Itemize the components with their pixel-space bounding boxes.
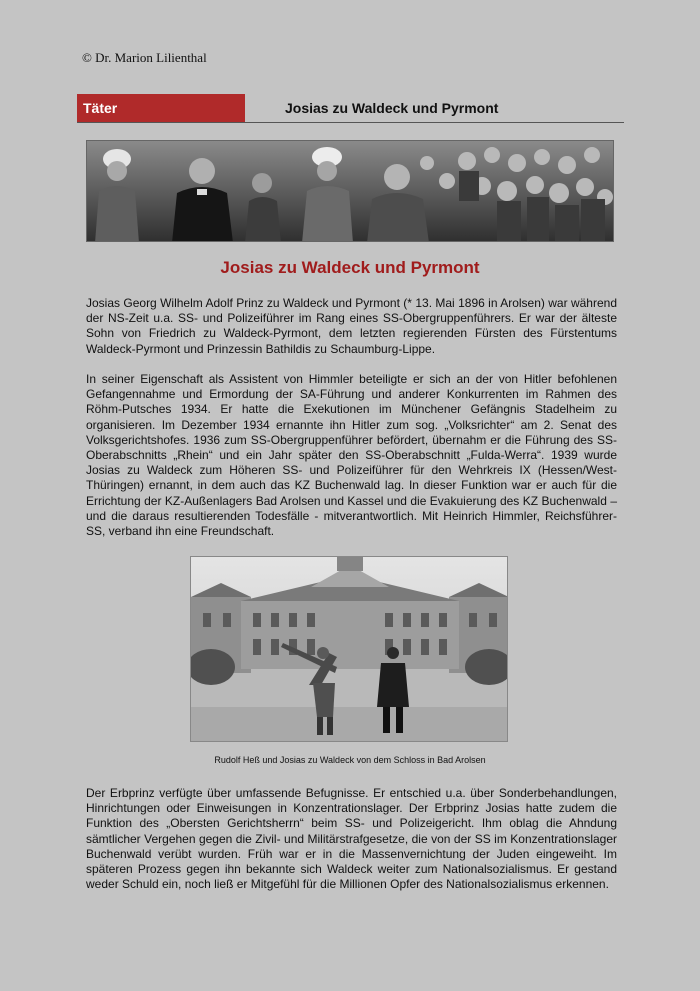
paragraph-intro: Josias Georg Wilhelm Adolf Prinz zu Waldeck und Pyrmont (* 13. Mai 1896 in Arolsen) war während der NS-Zeit u.a. SS- und Polizeiführer im Rang eines SS-Obergruppenführers. Er war der älteste Sohn von Friedrich zu Waldeck-Pyrmont, dem letzten regierenden Fürsten des Fürstentums Waldeck-Pyrmont und Prinzessin Bathildis zu Schaumburg-Lippe. [86, 296, 617, 356]
banner-photo-illustration [87, 141, 614, 242]
castle-photo [190, 556, 508, 742]
castle-photo-illustration [191, 557, 508, 742]
paragraph-role: In seiner Eigenschaft als Assistent von Himmler beteiligte er sich an der von Hitler befohlenen Gefangennahme und Ermordung der SA-Führung und anderer Konkurrenten im Rahmen des Röhm-Putsches 1934. Er hatte die Exekutionen im Münchener Gefängnis Stadelheim zu organisieren. Im Dezember 1934 ernannte ihn Hitler zum sog. „Volksrichter“ am 2. Senat des Volksgerichtshofes. 1936 zum SS-Obergruppenführer befördert, übernahm er die Führung des SS-Oberabschnitts „Rhein“ und ein Jahr später den SS-Oberabschnitt „Fulda-Werra“. 1939 wurde Josias zu Waldeck zum Höheren SS- und Polizeiführer für den Wehrkreis IX (Hessen/West-Thüringen) ernannt, in dem auch das KZ Buchenwald lag. In dieser Funktion war er auch für die Errichtung der KZ-Außenlagers Bad Arolsen und Kassel und die Evakuierung des KZ Buchenwald – und die daraus resultierenden Todesfälle - mitverantwortlich. Mit Heinrich Himmler, Reichsführer-SS, verband ihn eine Freundschaft. [86, 372, 617, 539]
paragraph-powers: Der Erbprinz verfügte über umfassende Befugnisse. Er entschied u.a. über Sonderbehandlungen, Hinrichtungen oder Einweisungen in Konzentrationslager. Der Erbprinz Josias hatte zudem die Funktion des „Obersten Gerichtsherrn“ beim SS- und Polizeigericht. Ihm oblag die Ahndung sämtlicher Vergehen gegen die Zivil- und Militärstrafgesetze, die von der SS im Konzentrationslager Buchenwald verübt wurden. Früh war er in die Massenvernichtung der Juden eingeweiht. Im späteren Prozess gegen ihn bekannte sich Waldeck weiter zum Nationalsozialismus. Er gestand weder Schuld ein, noch ließ er Mitgefühl für die Millionen Opfer des Nationalsozialismus erkennen. [86, 786, 617, 892]
section-header [77, 94, 624, 123]
category-tag: Täter [77, 94, 245, 122]
main-title: Josias zu Waldeck und Pyrmont [220, 258, 480, 277]
header-title: Josias zu Waldeck und Pyrmont [285, 100, 499, 116]
photo-caption: Rudolf Heß und Josias zu Waldeck von dem Schloss in Bad Arolsen [214, 755, 486, 765]
banner-photo [86, 140, 614, 242]
copyright-notice: © Dr. Marion Lilienthal [82, 50, 207, 65]
